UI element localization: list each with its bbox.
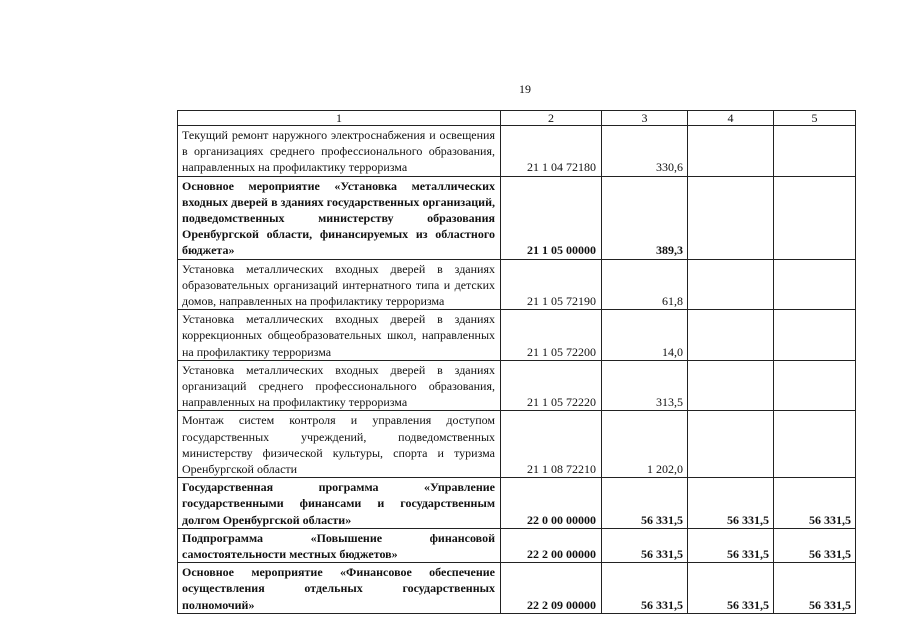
row-value-col5 (774, 259, 856, 310)
table-row (178, 528, 856, 562)
budget-table (177, 110, 856, 614)
table-row (178, 411, 856, 478)
row-description: Текущий ремонт наружного электроснабжения и освещения в организациях среднего профессионального образования, направленных на профилактику терроризма (178, 126, 501, 177)
row-value-col5: 56 331,5 (774, 478, 856, 529)
column-header: 5 (774, 111, 856, 126)
row-code: 21 1 05 72190 (501, 259, 602, 310)
row-value-col5 (774, 310, 856, 361)
row-code: 22 2 09 00000 (501, 563, 602, 614)
row-value-col3: 313,5 (602, 360, 688, 411)
row-description: Установка металлических входных дверей в зданиях организаций среднего профессионального образования, направленных на профилактику терроризма (178, 360, 501, 411)
row-value-col3: 389,3 (602, 176, 688, 259)
table-row (178, 360, 856, 411)
column-header: 4 (688, 111, 774, 126)
row-code: 21 1 05 72200 (501, 310, 602, 361)
row-code: 21 1 05 72220 (501, 360, 602, 411)
row-value-col4 (688, 126, 774, 177)
table-row (178, 310, 856, 361)
table-row (178, 126, 856, 177)
row-value-col3: 330,6 (602, 126, 688, 177)
row-value-col4 (688, 259, 774, 310)
row-description: Основное мероприятие «Финансовое обеспечение осуществления отдельных государственных полномочий» (178, 563, 501, 614)
row-value-col3: 56 331,5 (602, 563, 688, 614)
row-code: 22 0 00 00000 (501, 478, 602, 529)
row-description: Установка металлических входных дверей в зданиях образовательных организаций интернатного типа и детских домов, направленных на профилактику терроризма (178, 259, 501, 310)
row-value-col5 (774, 411, 856, 478)
row-value-col4 (688, 176, 774, 259)
row-value-col3: 61,8 (602, 259, 688, 310)
row-code: 22 2 00 00000 (501, 528, 602, 562)
row-value-col4 (688, 360, 774, 411)
row-description: Монтаж систем контроля и управления доступом государственных учреждений, подведомственных министерству физической культуры, спорта и туризма Оренбургской области (178, 411, 501, 478)
row-description: Подпрограмма «Повышение финансовой самостоятельности местных бюджетов» (178, 528, 501, 562)
row-value-col3: 14,0 (602, 310, 688, 361)
table-row (178, 563, 856, 614)
row-value-col3: 56 331,5 (602, 528, 688, 562)
row-value-col5: 56 331,5 (774, 563, 856, 614)
column-header: 2 (501, 111, 602, 126)
row-value-col4 (688, 411, 774, 478)
row-description: Установка металлических входных дверей в зданиях коррекционных общеобразовательных школ, направленных на профилактику терроризма (178, 310, 501, 361)
column-header: 1 (178, 111, 501, 126)
row-value-col5 (774, 176, 856, 259)
row-value-col3: 56 331,5 (602, 478, 688, 529)
table-header-row (178, 111, 856, 126)
row-description: Государственная программа «Управление государственными финансами и государственным долгом Оренбургской области» (178, 478, 501, 529)
row-code: 21 1 05 00000 (501, 176, 602, 259)
row-value-col5 (774, 360, 856, 411)
table-row (178, 478, 856, 529)
row-value-col3: 1 202,0 (602, 411, 688, 478)
table-row (178, 176, 856, 259)
row-value-col4: 56 331,5 (688, 478, 774, 529)
column-header: 3 (602, 111, 688, 126)
row-value-col4: 56 331,5 (688, 563, 774, 614)
row-value-col4 (688, 310, 774, 361)
row-value-col4: 56 331,5 (688, 528, 774, 562)
page-number: 19 (519, 82, 531, 96)
row-code: 21 1 08 72210 (501, 411, 602, 478)
row-description: Основное мероприятие «Установка металлических входных дверей в зданиях государственных организаций, подведомственных министерству образования Оренбургской области, финансируемых из областного бюджета» (178, 176, 501, 259)
row-code: 21 1 04 72180 (501, 126, 602, 177)
row-value-col5: 56 331,5 (774, 528, 856, 562)
row-value-col5 (774, 126, 856, 177)
table-row (178, 259, 856, 310)
